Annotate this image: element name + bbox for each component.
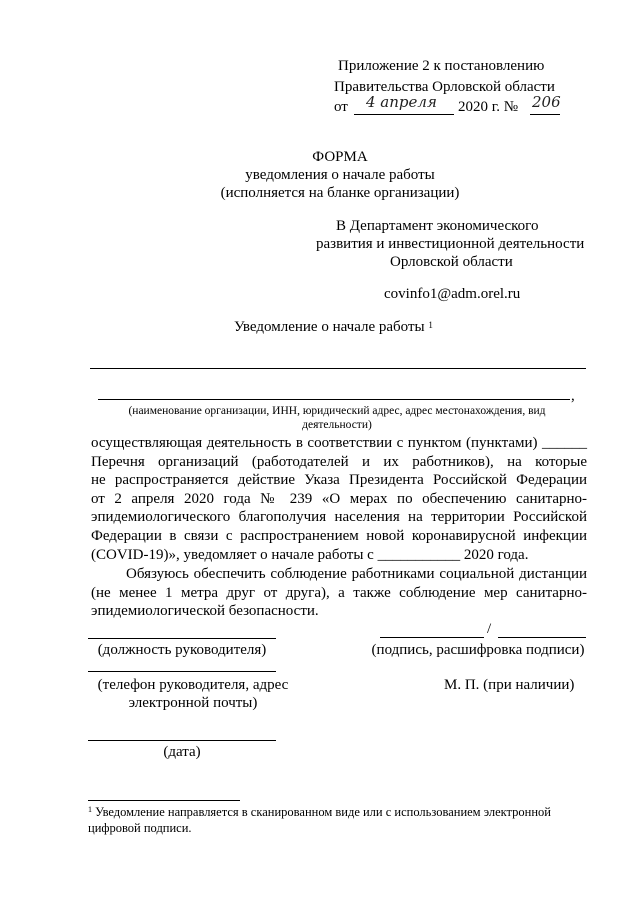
footnote-line2: цифровой подписи. — [88, 821, 192, 835]
appendix-date-prefix: от — [334, 99, 348, 115]
appendix-date-underline — [354, 114, 454, 115]
org-caption-line1: (наименование организации, ИНН, юридический адрес, адрес местонахождения, вид — [128, 405, 546, 417]
signature-label: (подпись, расшифровка подписи) — [371, 642, 585, 658]
footnote-text1: Уведомление направляется в сканированном виде или с использованием электронной — [95, 805, 551, 819]
notice-footnote-mark: 1 — [428, 320, 433, 330]
obligation-line: эпидемиологической безопасности. — [91, 603, 319, 620]
addressee-line3: Орловской области — [390, 254, 513, 270]
body-line: Федерации в связи с распространением новой коронавирусной инфекции — [91, 527, 587, 544]
phone-line — [88, 671, 276, 672]
notice-title-text: Уведомление о начале работы — [234, 319, 425, 335]
date-label: (дата) — [163, 744, 201, 760]
signature-line — [380, 637, 484, 638]
addressee-email: covinfo1@adm.orel.ru — [384, 286, 521, 302]
notice-title — [234, 318, 433, 336]
body-line: (COVID-19)», уведомляет о начале работы с ___________ 2020 года. — [91, 546, 529, 563]
phone-label-line1: (телефон руководителя, адрес — [97, 677, 289, 693]
phone-label-line2: электронной почты) — [128, 695, 258, 711]
addressee-line1: В Департамент экономического — [336, 218, 539, 234]
appendix-line1: Приложение 2 к постановлению — [338, 58, 545, 74]
org-field-comma: , — [571, 388, 575, 404]
appendix-date-year: 2020 г. № — [458, 99, 519, 115]
footnote — [88, 804, 588, 836]
body-line: Перечня организаций (работодателей и их работников), на которые — [91, 453, 587, 470]
appendix-line2: Правительства Орловской области — [334, 79, 555, 95]
appendix-date-handwritten: 4 апреля — [366, 93, 437, 111]
body-line: от 2 апреля 2020 года № 239 «О мерах по обеспечению санитарно- — [91, 490, 587, 507]
position-label: (должность руководителя) — [97, 642, 267, 658]
appendix-number-underline — [530, 114, 560, 115]
addressee-line2: развития и инвестиционной деятельности — [316, 236, 585, 252]
body-paragraph — [91, 434, 587, 564]
org-field-line1 — [90, 368, 586, 369]
body-line: осуществляющая деятельность в соответствии с пунктом (пунктами) ______ — [91, 435, 587, 451]
signature-name-line — [498, 637, 586, 638]
obligation-line: Обязуюсь обеспечить соблюдение работниками социальной дистанции — [126, 566, 587, 582]
footnote-mark: 1 — [88, 805, 92, 814]
obligation-paragraph — [91, 565, 587, 621]
form-subtitle: уведомления о начале работы — [245, 167, 435, 183]
form-title: ФОРМА — [312, 149, 368, 165]
body-line: не распространяется действие Указа Президента Российской Федерации — [91, 472, 587, 489]
position-line — [88, 638, 276, 639]
org-field-line2 — [98, 399, 570, 400]
signature-slash: / — [487, 621, 492, 637]
body-line: эпидемиологического благополучия населения на территории Российской — [91, 509, 587, 526]
obligation-line: (не менее 1 метра друг от друга), а также соблюдение мер санитарно- — [91, 584, 587, 601]
footnote-separator — [88, 800, 240, 801]
stamp-label: М. П. (при наличии) — [444, 677, 575, 693]
footnote-line1 — [88, 804, 588, 820]
date-line — [88, 740, 276, 741]
appendix-number-handwritten: 206 — [532, 93, 561, 111]
form-note: (исполняется на бланке организации) — [220, 185, 460, 201]
org-caption-line2: деятельности) — [302, 419, 372, 431]
